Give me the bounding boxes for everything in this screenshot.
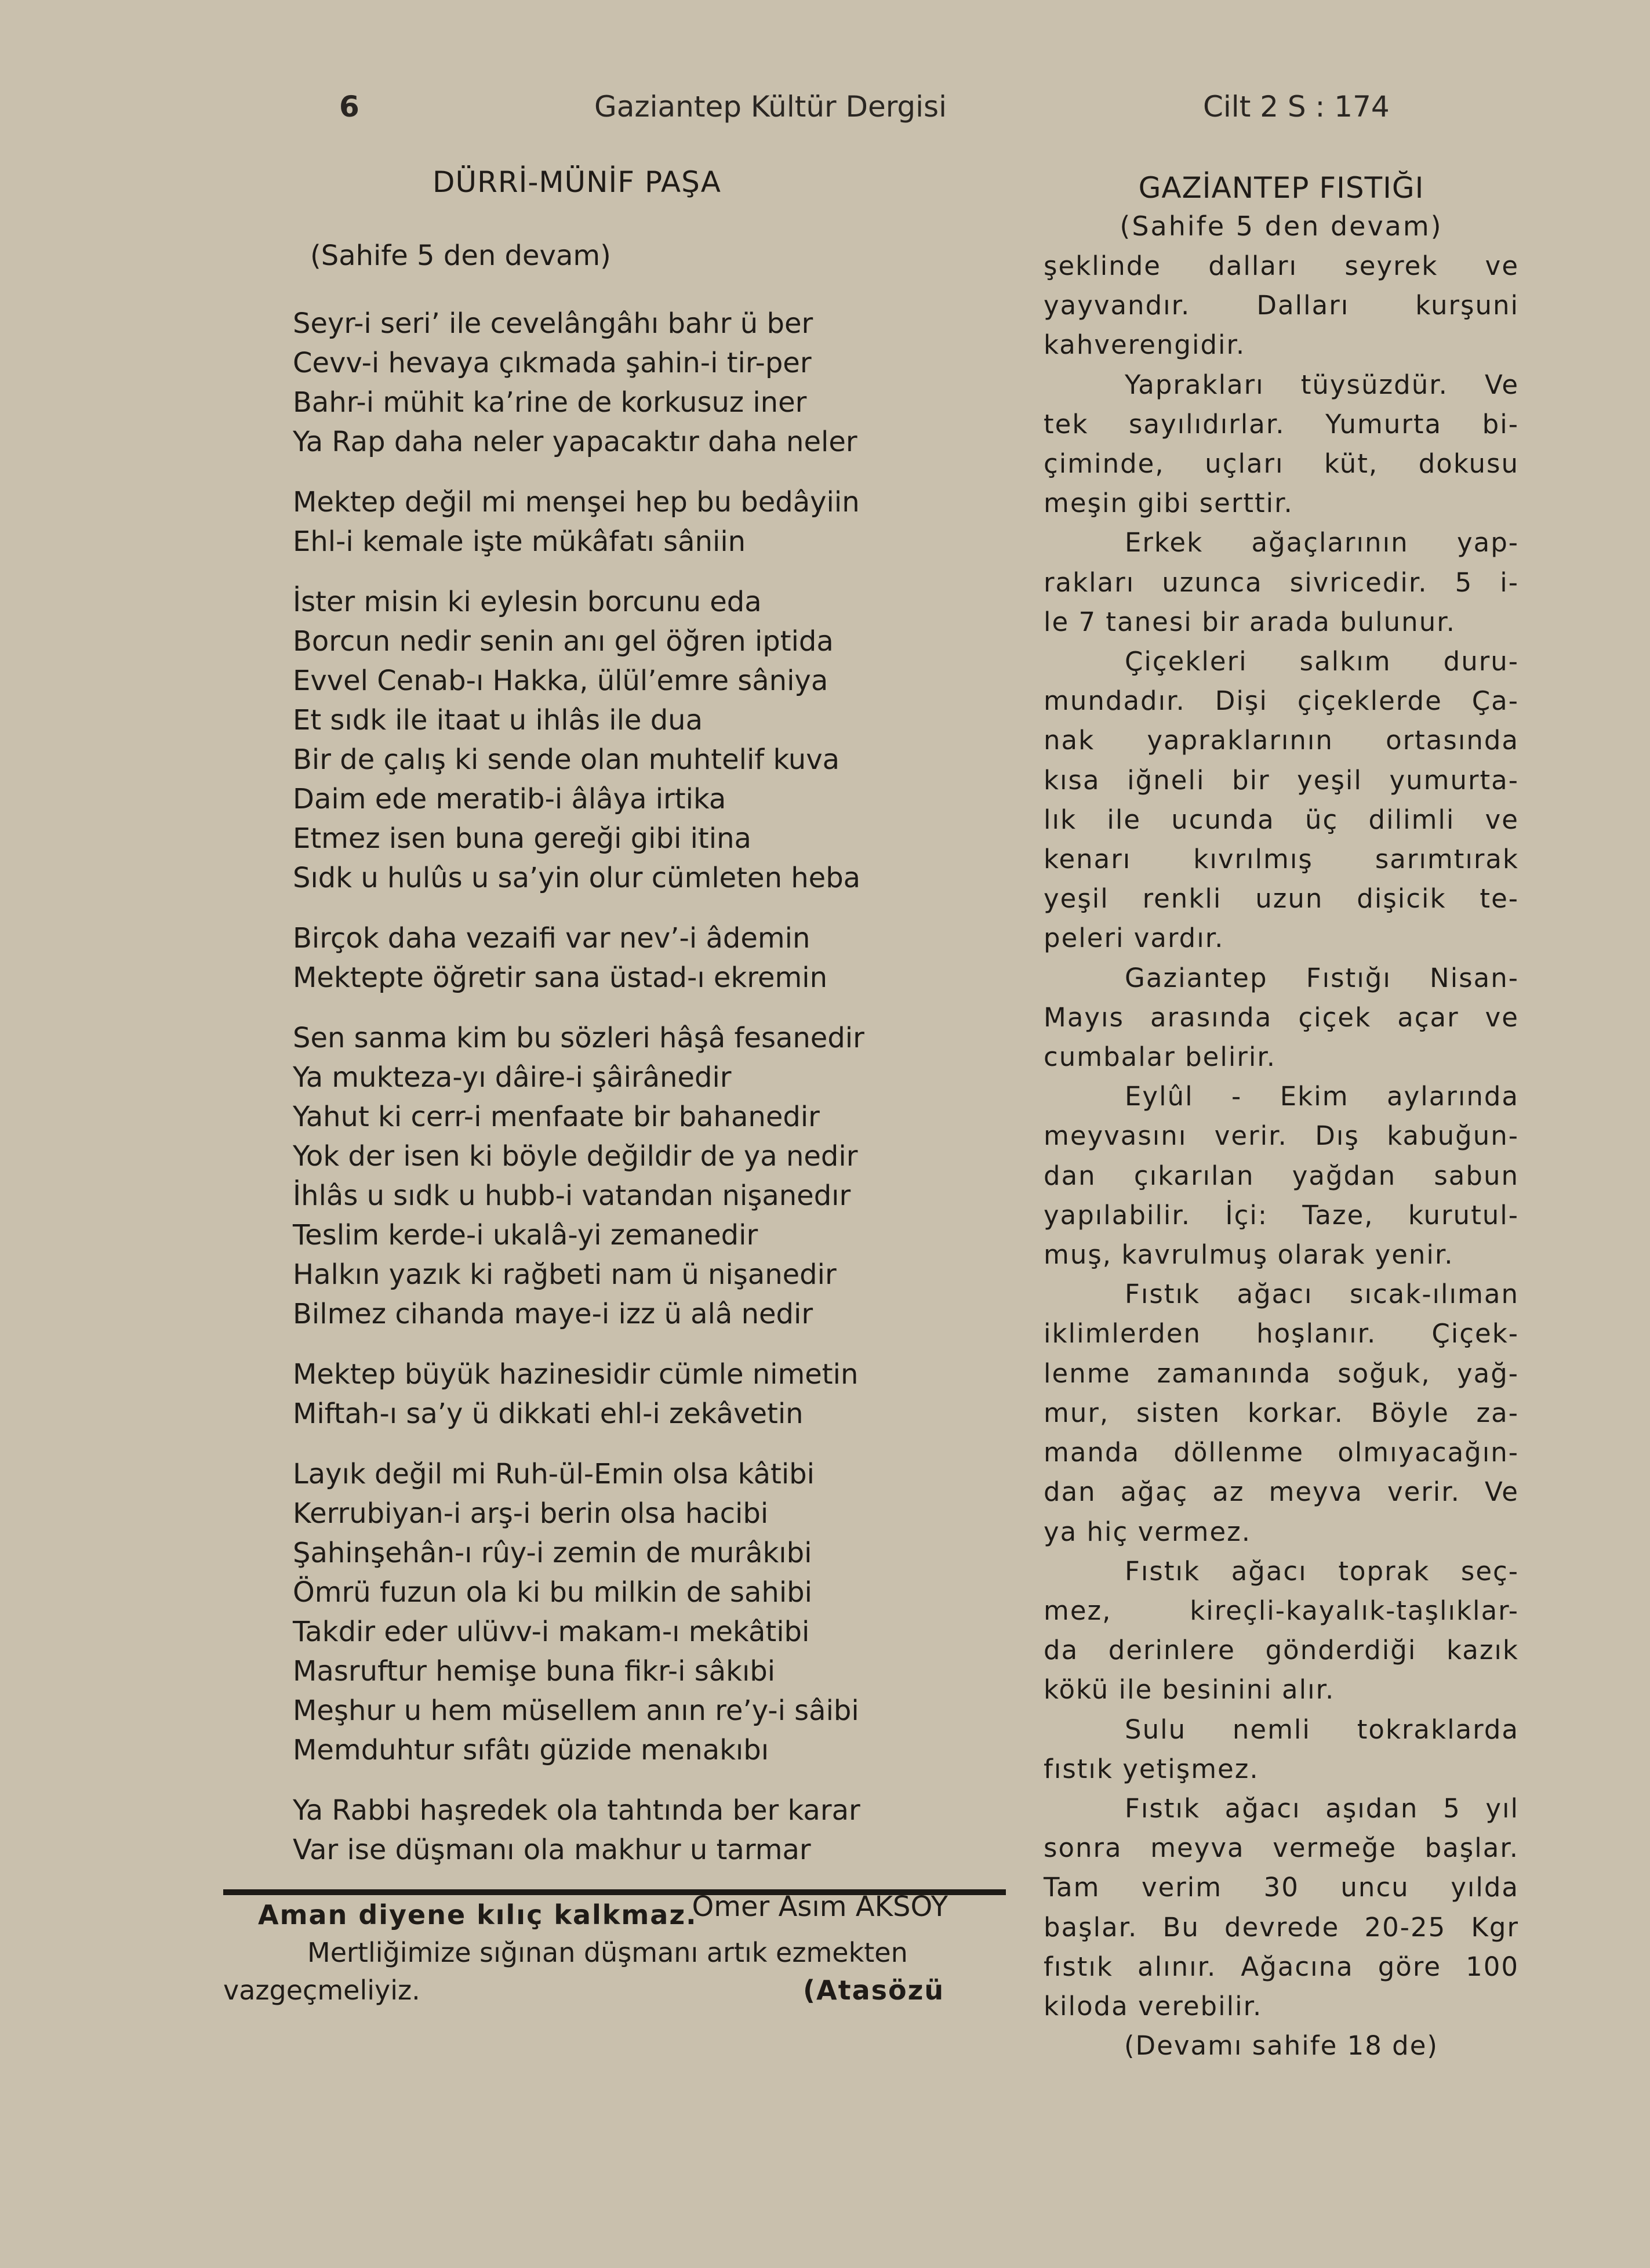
article-line: nak yapraklarının ortasında <box>1044 725 1519 756</box>
poem-line: Birçok daha vezaifi var nev’-i âdemin <box>293 922 811 955</box>
page-header <box>0 90 1650 142</box>
article-line: Eylûl - Ekim aylarında <box>1125 1081 1519 1112</box>
article-line: muş, kavrulmuş olarak yenir. <box>1044 1239 1454 1271</box>
article-line: Sulu nemli tokraklarda <box>1125 1714 1519 1745</box>
poem-line: Borcun nedir senin anı gel öğren iptida <box>293 625 834 658</box>
poem-stanza <box>293 582 1006 898</box>
article-line: sonra meyva vermeğe başlar. <box>1044 1832 1519 1864</box>
proverb-source: (Atasözü <box>803 1975 945 2006</box>
poem-column <box>223 165 1006 2006</box>
poem-line: Ehl-i kemale işte mükâfatı sâniin <box>293 525 746 558</box>
poem-title: DÜRRİ-MÜNİF PAŞA <box>433 165 721 199</box>
article-body <box>1044 246 1519 2066</box>
poem-line: Teslim kerde-i ukalâ-yi zemanedir <box>293 1219 758 1251</box>
poem-stanza <box>293 1454 1006 1770</box>
proverb-line-end <box>223 1975 1006 2006</box>
volume-info: Cilt 2 S : 174 <box>1203 90 1390 124</box>
article-line: fıstık alınır. Ağacına göre 100 <box>1044 1951 1519 1982</box>
poem-line: Seyr-i seri’ ile cevelângâhı bahr ü ber <box>293 307 813 340</box>
article-line: iklimlerden hoşlanır. Çiçek- <box>1044 1318 1519 1349</box>
poem-line: Masruftur hemişe buna fikr-i sâkıbi <box>293 1655 776 1688</box>
poem-line: Daim ede meratib-i âlâya irtika <box>293 783 726 815</box>
article-line: şeklinde dalları seyrek ve <box>1044 251 1519 281</box>
poem-line: İster misin ki eylesin borcunu eda <box>293 586 762 618</box>
article-line: da derinlere gönderdiği kazık <box>1044 1635 1519 1666</box>
article-line: yayvandır. Dalları kurşuni <box>1044 290 1519 321</box>
poem-line: Ya Rap daha neler yapacaktır daha neler <box>293 426 857 458</box>
poem-author: Ömer Asım AKSOY <box>692 1890 948 1923</box>
article-line: fıstık yetişmez. <box>1044 1753 1259 1784</box>
article-line: yeşil renkli uzun dişicik te- <box>1044 883 1519 915</box>
poem-line: Mektepte öğretir sana üstad-ı ekremin <box>293 961 827 994</box>
article-line: cumbalar belirir. <box>1044 1042 1277 1073</box>
pistachio-article-column <box>1044 171 1519 2066</box>
poem-stanza <box>293 919 1006 997</box>
poem-line: Cevv-i hevaya çıkmada şahin-i tir-per <box>293 347 812 379</box>
article-line: dan ağaç az meyva verir. Ve <box>1044 1476 1519 1508</box>
article-line: kahverengidir. <box>1044 329 1246 361</box>
article-line: (Devamı sahife 18 de) <box>1124 2030 1438 2062</box>
poem-line: Mektep büyük hazinesidir cümle nimetin <box>293 1358 859 1391</box>
article-line: Tam verim 30 uncu yılda <box>1044 1872 1519 1903</box>
article-line: Fıstık ağacı sıcak-ılıman <box>1125 1279 1519 1310</box>
poem-line: Ya mukteza-yı dâire-i şâirânedir <box>293 1061 732 1094</box>
poem-line: Halkın yazık ki rağbeti nam ü nişanedir <box>293 1258 837 1291</box>
article-line: mez, kireçli-kayalık-taşlıklar- <box>1044 1595 1519 1626</box>
article-line: dan çıkarılan yağdan sabun <box>1044 1160 1519 1191</box>
article-line: rakları uzunca sivricedir. 5 i- <box>1044 567 1519 598</box>
poem-line: Yahut ki cerr-i menfaate bir bahanedir <box>293 1101 820 1133</box>
article-line: Gaziantep Fıstığı Nisan- <box>1125 962 1519 993</box>
article-line: peleri vardır. <box>1044 923 1224 954</box>
article-line: lenme zamanında soğuk, yağ- <box>1044 1358 1519 1389</box>
article-line: mur, sisten korkar. Böyle za- <box>1044 1397 1519 1428</box>
poem-line: Kerrubiyan-i arş-i berin olsa hacibi <box>293 1497 769 1530</box>
poem-line: Ömrü fuzun ola ki bu milkin de sahibi <box>293 1576 812 1609</box>
poem-line: Mektep değil mi menşei hep bu bedâyiin <box>293 486 860 518</box>
article-line: çiminde, uçları küt, dokusu <box>1044 448 1519 480</box>
proverb-title: Aman diyene kılıç kalkmaz. <box>258 1899 697 1930</box>
poem-line: İhlâs u sıdk u hubb-i vatandan nişanedır <box>293 1180 851 1212</box>
poem-continuation-note: (Sahife 5 den devam) <box>310 239 611 272</box>
article-line: meyvasını verir. Dış kabuğun- <box>1044 1120 1519 1152</box>
page-number: 6 <box>339 90 359 124</box>
poem-stanza <box>293 1791 1006 1870</box>
magazine-title: Gaziantep Kültür Dergisi <box>594 90 947 124</box>
article-line: kenarı kıvrılmış sarımtırak <box>1044 844 1519 875</box>
poem-line: Sen sanma kim bu sözleri hâşâ fesanedir <box>293 1022 864 1054</box>
separator-rule <box>223 1889 1006 1895</box>
poem-line: Ya Rabbi haşredek ola tahtında ber karar <box>293 1794 860 1827</box>
proverb-line-end-text: vazgeçmeliyiz. <box>223 1975 420 2006</box>
poem-line: Takdir eder ulüvv-i makam-ı mekâtibi <box>293 1616 810 1648</box>
poem-line: Miftah-ı sa’y ü dikkati ehl-i zekâvetin <box>293 1398 804 1430</box>
poem-line: Layık değil mi Ruh-ül-Emin olsa kâtibi <box>293 1458 815 1490</box>
article-line: başlar. Bu devrede 20-25 Kgr <box>1044 1911 1519 1943</box>
article-line: mundadır. Dişi çiçeklerde Ça- <box>1044 685 1519 717</box>
poem-stanza <box>293 1355 1006 1434</box>
article-line: Fıstık ağacı aşıdan 5 yıl <box>1125 1792 1519 1824</box>
article-title: GAZİANTEP FISTIĞI <box>1138 171 1424 205</box>
poem-line: Bahr-i mühit ka’rine de korkusuz iner <box>293 386 807 419</box>
poem-line: Memduhtur sıfâtı güzide menakıbı <box>293 1734 769 1766</box>
article-line: Mayıs arasında çiçek açar ve <box>1044 1001 1519 1033</box>
poem-line: Evvel Cenab-ı Hakka, ülül’emre sâniya <box>293 665 828 697</box>
article-line: ya hiç vermez. <box>1044 1516 1252 1547</box>
poem-stanza <box>293 482 1006 561</box>
article-line: yapılabilir. İçi: Taze, kurutul- <box>1044 1199 1519 1231</box>
article-continuation-note: (Sahife 5 den devam) <box>1120 211 1443 242</box>
poem-line: Var ise düşmanı ola makhur u tarmar <box>293 1834 811 1866</box>
poem-line: Et sıdk ile itaat u ihlâs ile dua <box>293 704 703 736</box>
poem-line: Meşhur u hem müsellem anın re’y-i sâibi <box>293 1694 859 1727</box>
poem-line: Bilmez cihanda maye-i izz ü alâ nedir <box>293 1298 813 1330</box>
article-line: kiloda verebilir. <box>1044 1990 1263 2022</box>
poem-line: Etmez isen buna gereği gibi itina <box>293 822 751 855</box>
article-line: Yaprakları tüysüzdür. Ve <box>1125 369 1519 400</box>
poem-line: Sıdk u hulûs u sa’yin olur cümleten heba <box>293 862 861 894</box>
poem-line: Şahinşehân-ı rûy-i zemin de murâkıbi <box>293 1537 812 1569</box>
article-line: Çiçekleri salkım duru- <box>1125 646 1519 677</box>
article-line: Erkek ağaçlarının yap- <box>1125 527 1519 558</box>
poem-stanza <box>293 1018 1006 1334</box>
article-line: kökü ile besinini alır. <box>1044 1674 1335 1705</box>
poem-stanza <box>293 304 1006 462</box>
article-line: kısa iğneli bir yeşil yumurta- <box>1044 764 1519 796</box>
poem-line: Bir de çalış ki sende olan muhtelif kuva <box>293 743 840 776</box>
article-line: le 7 tanesi bir arada bulunur. <box>1044 606 1456 637</box>
article-line: meşin gibi serttir. <box>1044 488 1293 519</box>
article-line: lık ile ucunda üç dilimli ve <box>1044 804 1519 835</box>
poem-line: Yok der isen ki böyle değildir de ya nedir <box>293 1140 858 1173</box>
proverb-line: Mertliğimize sığınan düşmanı artık ezmekten <box>307 1937 908 1968</box>
article-line: manda döllenme olmıyacağın- <box>1044 1437 1519 1468</box>
poem-body <box>223 304 1006 1870</box>
article-line: tek sayılıdırlar. Yumurta bi- <box>1044 408 1519 440</box>
article-line: Fıstık ağacı toprak seç- <box>1125 1555 1519 1587</box>
